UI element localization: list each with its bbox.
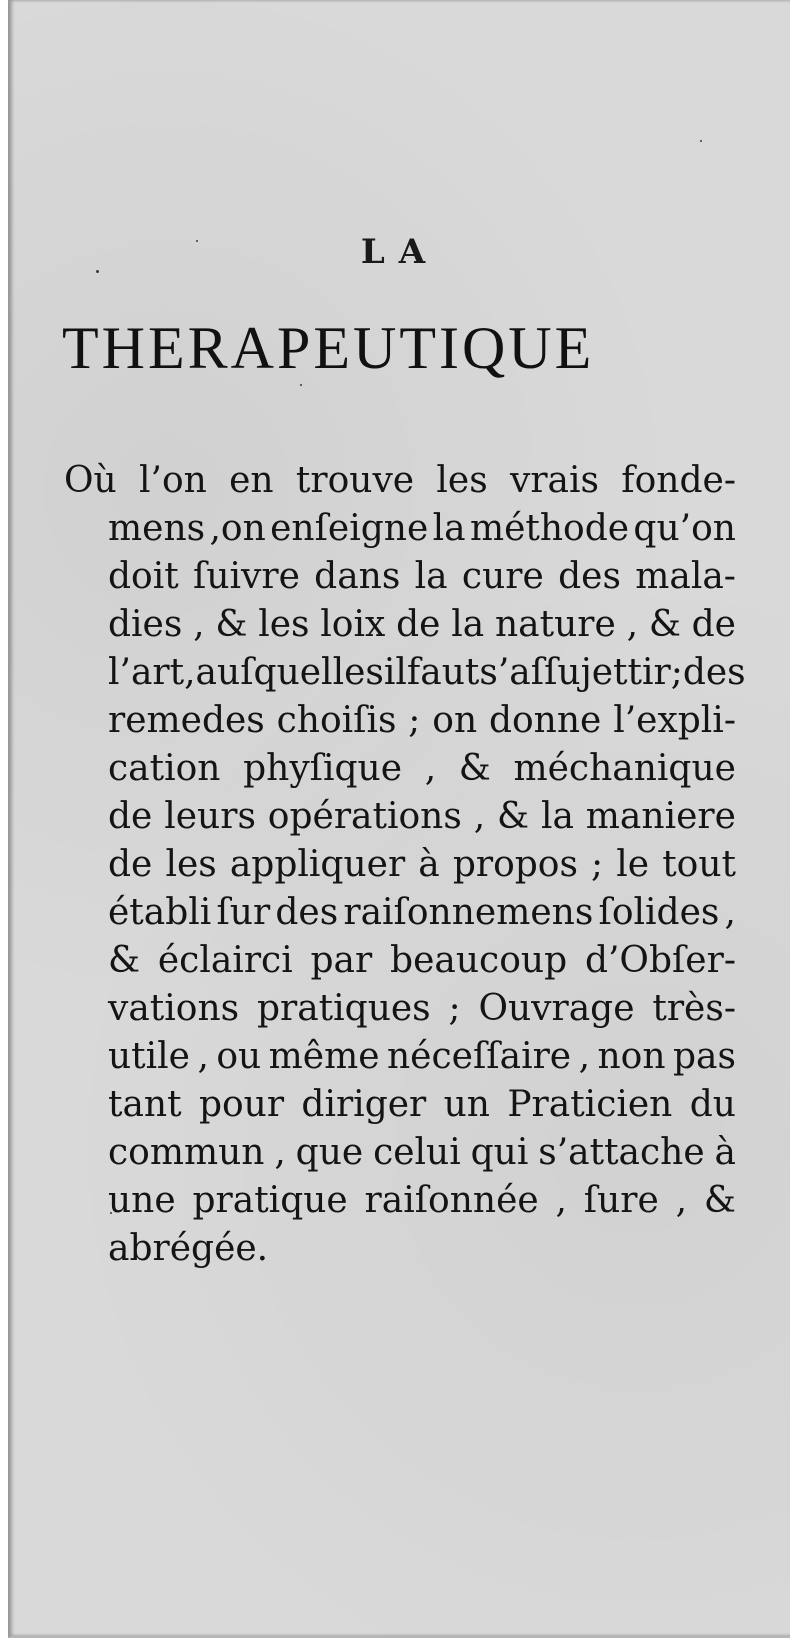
word: & — [497, 796, 530, 837]
word: & — [108, 940, 141, 981]
text-line-2 — [108, 504, 736, 554]
text-line-15 — [108, 1128, 736, 1178]
word: que — [295, 1132, 364, 1173]
word: donne — [488, 700, 602, 741]
text-line-12 — [108, 984, 736, 1034]
word: pour — [198, 1084, 285, 1125]
word: enſeigne — [270, 508, 429, 549]
word: ; — [591, 844, 604, 885]
word: par — [310, 940, 373, 981]
word: vations — [108, 988, 240, 1029]
text-line-13 — [108, 1032, 736, 1082]
word: raiſonnée — [364, 1180, 539, 1221]
word: dans — [314, 556, 401, 597]
word: maniere — [585, 796, 736, 837]
word: vrais — [510, 460, 599, 501]
word: méthode — [469, 508, 630, 549]
word: , — [555, 1180, 567, 1221]
word: & — [458, 748, 491, 789]
word: qu’on — [633, 508, 736, 549]
word: cure — [461, 556, 544, 597]
word: celui — [373, 1132, 461, 1173]
word: opérations — [267, 796, 462, 837]
word: la — [414, 556, 448, 597]
word: commun — [108, 1132, 265, 1173]
word: loix — [320, 604, 386, 645]
word: ; — [408, 700, 421, 741]
word: doit — [108, 556, 179, 597]
word: même — [268, 1036, 380, 1077]
word: de — [396, 604, 441, 645]
header-la: LA — [360, 232, 440, 272]
word: pas — [672, 1036, 736, 1077]
word: utile — [108, 1036, 190, 1077]
word: nature — [494, 604, 616, 645]
word: Ouvrage — [478, 988, 635, 1029]
word: établi — [108, 892, 212, 933]
word: remedes — [108, 700, 265, 741]
word: ; — [448, 988, 461, 1029]
word: & — [648, 604, 681, 645]
text-line-17: abrégée. — [108, 1228, 269, 1269]
word: pratique — [192, 1180, 348, 1221]
word: s’attache — [538, 1132, 705, 1173]
word: pratiques — [256, 988, 431, 1029]
word: Praticien — [507, 1084, 673, 1125]
word: fonde- — [621, 460, 736, 501]
word: la — [451, 604, 485, 645]
word: la — [540, 796, 574, 837]
text-line-1 — [64, 456, 736, 506]
word: diriger — [301, 1084, 427, 1125]
word: , — [424, 748, 437, 789]
text-line-6 — [108, 696, 736, 746]
word: & — [703, 1180, 736, 1221]
word: ſure — [583, 1180, 659, 1221]
word: choiſis — [276, 700, 397, 741]
word: , — [193, 604, 205, 645]
word: , — [473, 796, 486, 837]
word: des — [275, 892, 339, 933]
word: à — [714, 1132, 736, 1173]
word: faut — [406, 652, 480, 693]
word: leurs — [164, 796, 256, 837]
word: en — [229, 460, 274, 501]
word: cation — [108, 748, 221, 789]
word: la — [432, 508, 466, 549]
word: raiſonnemens — [343, 892, 594, 933]
word: une — [108, 1180, 176, 1221]
word: les — [165, 844, 217, 885]
word: beaucoup — [390, 940, 568, 981]
text-line-16 — [108, 1176, 736, 1226]
word: Où — [64, 460, 117, 501]
word: , — [274, 1132, 286, 1173]
word: propos — [452, 844, 578, 885]
word: dies — [108, 604, 183, 645]
word: du — [689, 1084, 736, 1125]
word: phyſique — [243, 748, 403, 789]
word: , — [724, 892, 736, 933]
word: ,on — [209, 508, 266, 549]
word: d’Obſer- — [584, 940, 736, 981]
word: , — [197, 1036, 209, 1077]
word: il — [383, 652, 407, 693]
word: de — [108, 844, 153, 885]
word: tant — [108, 1084, 182, 1125]
ink-speck — [300, 384, 302, 386]
word: un — [443, 1084, 490, 1125]
word: , — [626, 604, 639, 645]
word: des — [558, 556, 621, 597]
page-title: THERAPEUTIQUE — [62, 315, 595, 381]
word: on — [432, 700, 478, 741]
text-line-11 — [108, 936, 736, 986]
text-line-7 — [108, 744, 736, 794]
text-line-8 — [108, 792, 736, 842]
word: , — [675, 1180, 688, 1221]
word: non — [597, 1036, 666, 1077]
word: éclairci — [157, 940, 293, 981]
word: l’art, — [108, 652, 196, 693]
word: néceſſaire — [387, 1036, 572, 1077]
word: ſuivre — [193, 556, 300, 597]
word: qui — [470, 1132, 529, 1173]
word: , — [578, 1036, 591, 1077]
word: tout — [662, 844, 736, 885]
word: de — [691, 604, 736, 645]
word: ſolides — [598, 892, 720, 933]
text-line-4 — [108, 600, 736, 650]
word: l’expli- — [613, 700, 736, 741]
word: à — [418, 844, 440, 885]
word: ſur — [216, 892, 271, 933]
text-line-5 — [108, 648, 746, 698]
word: très- — [652, 988, 736, 1029]
ink-speck — [700, 140, 702, 142]
word: auſquelles — [195, 652, 384, 693]
word: appliquer — [229, 844, 406, 885]
word: les — [436, 460, 488, 501]
word: de — [108, 796, 153, 837]
word: l’on — [139, 460, 207, 501]
word: mala- — [635, 556, 736, 597]
word: trouve — [295, 460, 415, 501]
text-line-9 — [108, 840, 736, 890]
word: & — [215, 604, 248, 645]
word: les — [258, 604, 310, 645]
text-line-3 — [108, 552, 736, 602]
word: s’aſſujettir;des — [479, 652, 746, 693]
word: le — [616, 844, 650, 885]
word: mens — [108, 508, 206, 549]
word: méchanique — [513, 748, 736, 789]
text-line-14 — [108, 1080, 736, 1130]
word: ou — [216, 1036, 262, 1077]
text-line-10 — [108, 888, 736, 938]
